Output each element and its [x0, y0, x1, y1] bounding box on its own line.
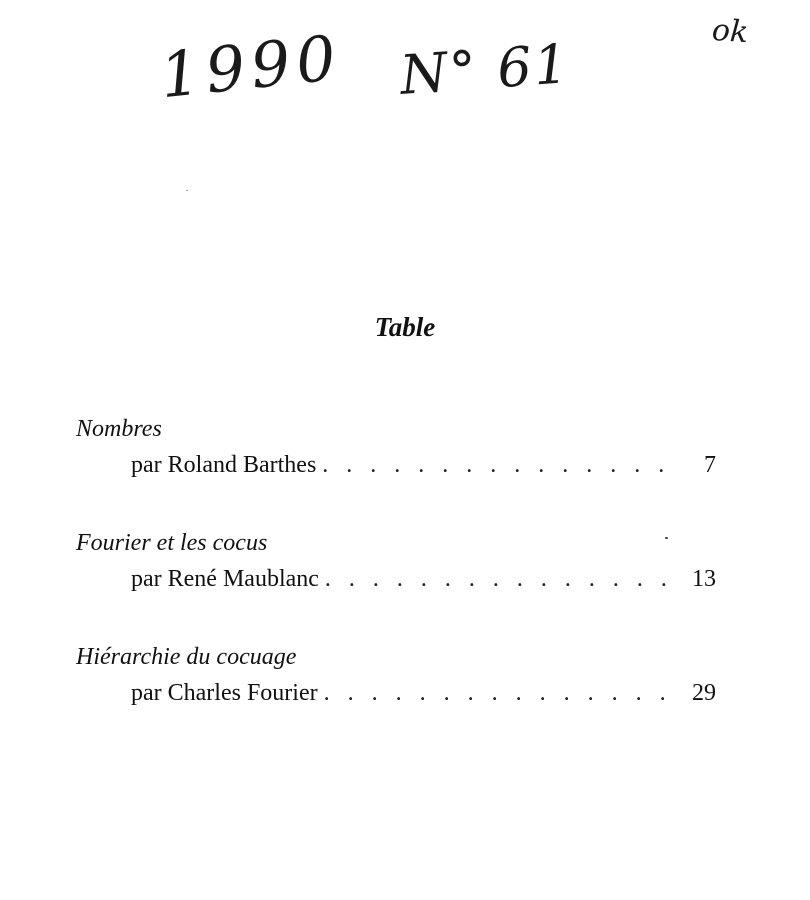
table-of-contents [76, 412, 716, 754]
handwritten-year: 1990 [156, 20, 346, 113]
dot-leader [325, 560, 670, 598]
toc-entry [76, 412, 716, 484]
handwritten-number: N° 61 [398, 32, 573, 107]
toc-entry-line [131, 446, 716, 484]
toc-entry-title: Nombres [76, 416, 162, 442]
dot-leader [322, 446, 670, 484]
handwritten-ok-mark: ok [710, 12, 750, 51]
toc-entry-line [131, 560, 716, 598]
dot-leader [324, 674, 670, 712]
toc-entry [76, 526, 716, 598]
toc-entry-page: 7 [704, 452, 716, 478]
toc-entry-page: 13 [692, 566, 716, 592]
scan-speck [665, 537, 668, 539]
toc-entry-page: 29 [692, 680, 716, 706]
toc-entry-author: par René Maublanc [131, 566, 319, 592]
toc-entry-line [131, 674, 716, 712]
toc-entry-title: Fourier et les cocus [76, 530, 268, 556]
toc-entry-author: par Charles Fourier [131, 680, 318, 706]
scan-speck [186, 190, 188, 191]
toc-entry-title: Hiérarchie du cocuage [76, 644, 297, 670]
toc-entry [76, 640, 716, 712]
toc-entry-author: par Roland Barthes [131, 452, 317, 478]
page-title: Table [374, 312, 436, 342]
